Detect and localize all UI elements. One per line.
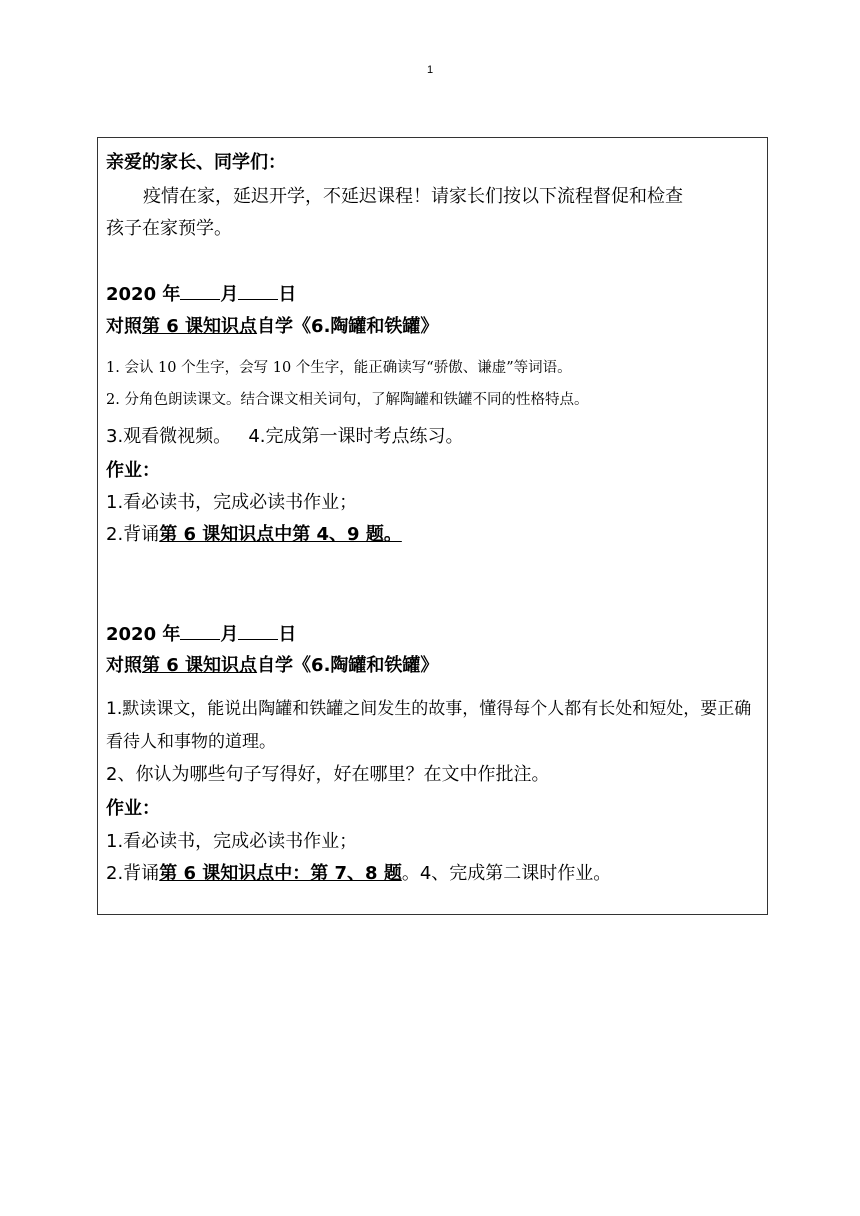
day2-hw2-bold: 第 6 课知识点中：第 7、8 题: [159, 863, 402, 884]
day1-item2: 2. 分角色朗读课文。结合课文相关词句，了解陶罐和铁罐不同的性格特点。: [106, 392, 589, 408]
day1-heading: [106, 312, 761, 338]
day1-item1: 1. 会认 10 个生字，会写 10 个生字，能正确读写“骄傲、谦虚”等词语。: [106, 360, 572, 376]
day1-heading-link[interactable]: 第 6 课知识点: [142, 316, 258, 337]
day1-year: 2020 年: [106, 284, 181, 305]
day1-day: 日: [278, 284, 297, 305]
page-number: 1: [426, 64, 434, 76]
day2-hw2-suffix: 。4、完成第二课时作业。: [401, 863, 612, 884]
day1-hw2: [106, 520, 761, 546]
day1-heading-prefix: 对照: [106, 316, 142, 337]
day1-date: [106, 280, 761, 306]
day2-heading-prefix: 对照: [106, 655, 142, 676]
day2-hw2: [106, 859, 761, 885]
day1-day-blank: [238, 284, 278, 300]
day1-heading-suffix: 自学《6.陶罐和铁罐》: [257, 316, 439, 337]
day1-homework-label: 作业：: [106, 460, 160, 481]
day1-month: 月: [220, 284, 239, 305]
day2-heading-suffix: 自学《6.陶罐和铁罐》: [257, 655, 439, 676]
day2-month: 月: [220, 624, 239, 645]
day1-item3: 3.观看微视频。 4.完成第一课时考点练习。: [106, 426, 464, 447]
day2-year: 2020 年: [106, 624, 181, 645]
day1-hw2-prefix: 2.背诵: [106, 524, 160, 545]
day2-item1-line2: 看待人和事物的道理。: [106, 732, 276, 752]
greeting-body-line1: 疫情在家，延迟开学，不延迟课程！请家长们按以下流程督促和检查: [143, 186, 683, 207]
day2-hw1: 1.看必读书，完成必读书作业；: [106, 831, 358, 852]
greeting-body-line2: 孩子在家预学。: [106, 218, 232, 239]
day2-day: 日: [278, 624, 297, 645]
day2-hw2-prefix: 2.背诵: [106, 863, 160, 884]
day2-date: [106, 620, 761, 646]
day2-item1-line1: 1.默读课文，能说出陶罐和铁罐之间发生的故事，懂得每个人都有长处和短处，要正确: [106, 699, 752, 719]
greeting-title: 亲爱的家长、同学们：: [106, 152, 286, 173]
day1-hw1: 1.看必读书，完成必读书作业；: [106, 492, 358, 513]
day2-item2: 2、你认为哪些句子写得好，好在哪里？在文中作批注。: [106, 764, 550, 785]
day2-heading: [106, 651, 761, 677]
day2-heading-link[interactable]: 第 6 课知识点: [142, 655, 258, 676]
lesson-plan-box: [97, 137, 768, 915]
day1-month-blank: [180, 284, 220, 300]
day2-month-blank: [180, 624, 220, 640]
day2-homework-label: 作业：: [106, 798, 160, 819]
day2-day-blank: [238, 624, 278, 640]
day1-hw2-bold: 第 6 课知识点中第 4、9 题。: [159, 524, 402, 545]
